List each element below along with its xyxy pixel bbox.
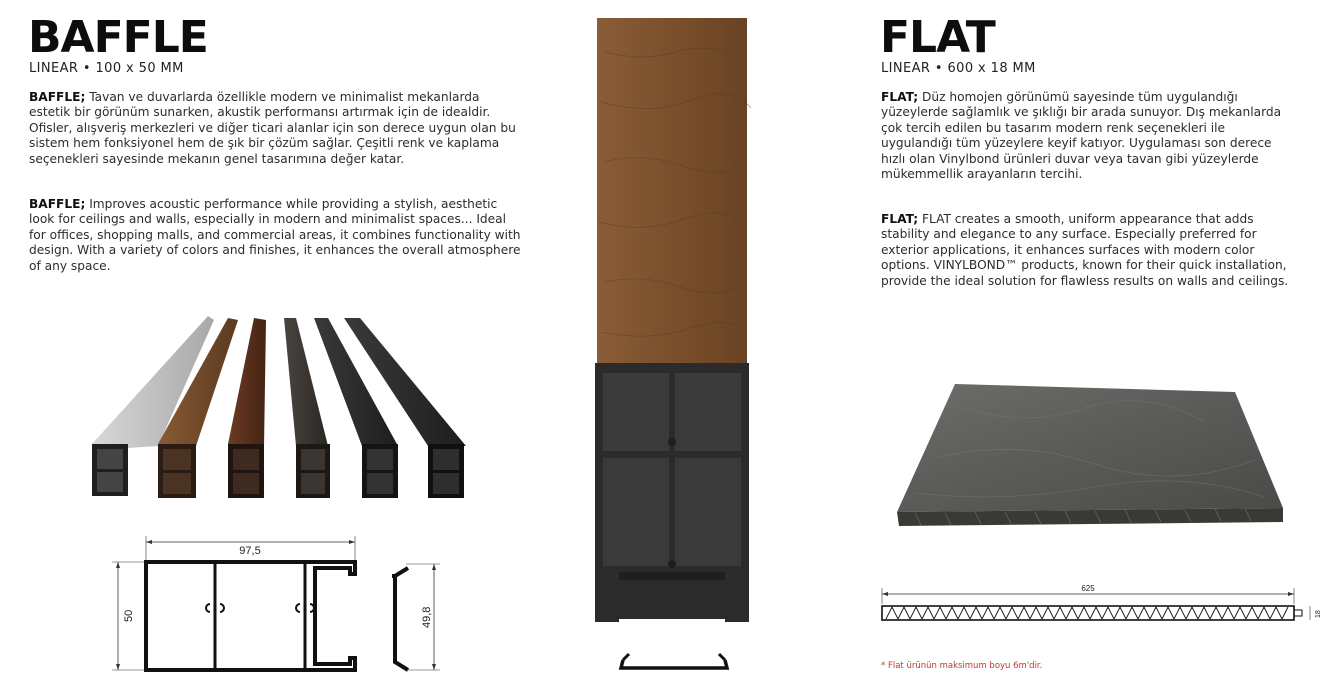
flat-label-tr: FLAT; — [881, 90, 919, 104]
flat-label-en: FLAT; — [881, 212, 919, 226]
flat-text-en: FLAT creates a smooth, uniform appearance that adds stability and elegance to any surface. Especially preferred for exterior applications, it enhances surfaces with modern color options. VINYLBOND™ products, known for their quick installation, provide the ideal solution for flawless results on walls and ceilings. — [881, 212, 1289, 288]
baffle-description-tr — [29, 90, 521, 167]
baffle-label-tr: BAFFLE; — [29, 90, 86, 104]
closeup-profile-outline — [621, 660, 727, 668]
flat-subtitle: LINEAR • 600 x 18 MM — [881, 61, 1036, 76]
baffle-side-dimension: 49,8 — [421, 606, 433, 628]
flat-text-tr: Düz homojen görünümü sayesinde tüm uygulandığı yüzeylerde sağlamlık ve şıklığı bir arada sunuyor. Dış mekanlarda çok tercih edilen bu tasarım modern renk seçenekleri ile uygulandığı tüm yüzeylere keyif katıyor. Uygulaması son derece hızlı olan Vinylbond ürünleri duvar veya tavan gibi yüzeylerde mükemmellik arayanların tercihi. — [881, 90, 1282, 182]
flat-core-pattern — [886, 607, 1288, 619]
baffle-subtitle: LINEAR • 100 x 50 MM — [29, 61, 184, 76]
flat-description-en — [881, 212, 1291, 289]
baffle-width-dimension: 97,5 — [239, 545, 261, 557]
flat-title: FLAT — [880, 12, 995, 63]
flat-width-dimension: 625 — [1081, 584, 1095, 593]
baffle-label-en: BAFFLE; — [29, 197, 86, 211]
baffle-text-tr: Tavan ve duvarlarda özellikle modern ve minimalist mekanlarda estetik bir görünüm sunarken, akustik performansı artırmak için de idealdir. Ofisler, alışveriş merkezleri ve diğer ticari alanlar için son derece uygun olan bu sistem hem fonksiyonel hem de şık bir çözüm sağlar. Çeşitli renk ve kaplama seçenekleri sayesinde mekanın genel tasarımına değer katar. — [29, 90, 516, 166]
profile-wood-dark — [228, 318, 266, 498]
wood-face — [597, 18, 747, 363]
flat-height-dimension: 18 — [1315, 610, 1322, 618]
profile-brown-dark — [284, 318, 330, 498]
baffle-technical-drawing — [110, 530, 470, 680]
baffle-height-dimension: 50 — [123, 609, 135, 622]
flat-panel-image — [885, 378, 1305, 538]
baffle-title: BAFFLE — [28, 12, 208, 63]
baffle-text-en: Improves acoustic performance while providing a stylish, aesthetic look for ceilings and walls, especially in modern and minimalist spaces... Ideal for offices, shopping malls, and commercial areas, it combines functionality with design. With a variety of colors and finishes, it enhances the overall atmosphere of any space. — [29, 197, 521, 273]
flat-technical-drawing — [878, 582, 1328, 632]
baffle-description-en — [29, 197, 521, 274]
baffle-profiles-image — [88, 296, 468, 516]
baffle-closeup-image — [585, 12, 755, 687]
flat-footnote: * Flat ürünün maksimum boyu 6m'dir. — [881, 661, 1043, 671]
panel-top — [897, 384, 1283, 512]
flat-description-tr — [881, 90, 1291, 182]
